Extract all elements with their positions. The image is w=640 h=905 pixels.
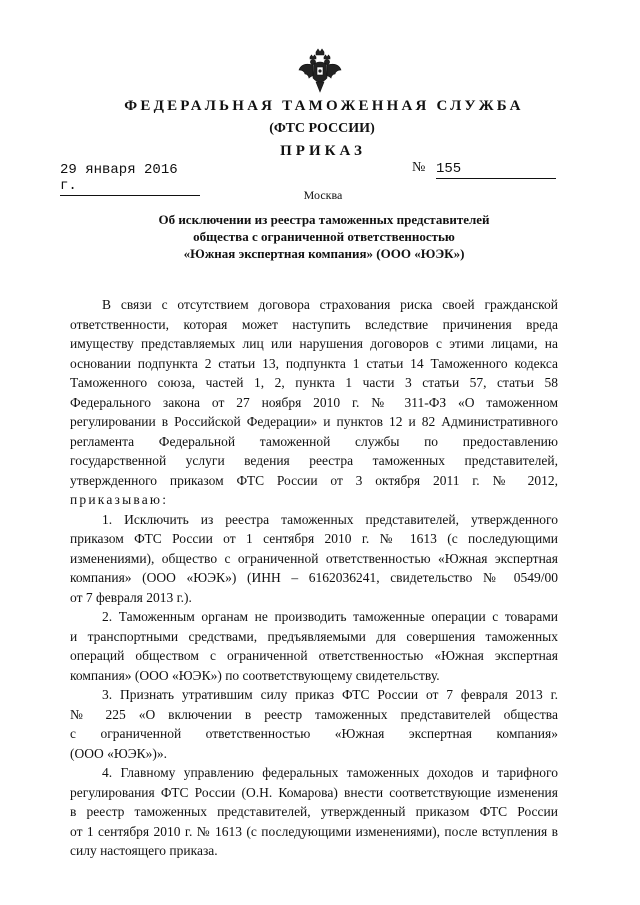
text-line: с ограниченной ответственностью «Южная экспертная компания» <box>70 726 558 741</box>
order-body <box>70 295 558 861</box>
agency-abbreviation: (ФТС РОССИИ) <box>269 121 375 136</box>
text-line: приказом ФТС России от 1 сентября 2010 г. № 1613 (с последующими <box>70 531 558 546</box>
item-2-paragraph <box>70 607 558 685</box>
text-line: 2. Таможенным органам не производить таможенные операции с товарами <box>102 609 558 624</box>
text-line: 4. Главному управлению федеральных таможенных доходов и тарифного <box>102 765 558 780</box>
title-line: «Южная экспертная компания» (ООО «ЮЭК») <box>183 246 465 261</box>
title-line: Об исключении из реестра таможенных представителей <box>158 212 490 227</box>
document-type: ПРИКАЗ <box>280 143 366 159</box>
order-number: 155 <box>436 161 556 179</box>
text-line: регулировании в Российской Федерации» и пунктов 12 и 82 Административного <box>70 414 558 429</box>
text-line: 3. Признать утратившим силу приказ ФТС России от 7 февраля 2013 г. <box>102 687 558 702</box>
order-number-label: № <box>412 160 426 175</box>
text-line: регламента Федеральной таможенной службы по предоставлению <box>70 433 558 449</box>
text-line: от 1 сентября 2010 г. № 1613 (с последующими изменениями), после вступления в <box>70 823 558 839</box>
text-line: государственной услуги ведения реестра таможенных представителей, <box>70 453 558 468</box>
text-line: и транспортными средствами, предъявляемыми для совершения таможенных <box>70 628 558 644</box>
title-line: общества с ограниченной ответственностью <box>193 229 455 244</box>
order-date: 29 января 2016 г. <box>60 162 200 196</box>
coat-of-arms-icon <box>296 48 344 96</box>
text-line: ответственности, которая может наступить вследствие причинения вреда <box>70 316 558 332</box>
text-line: в реестр таможенных представителей, утвержденный приказом ФТС России <box>70 804 558 819</box>
order-word: приказываю: <box>70 492 169 507</box>
item-4-paragraph <box>70 763 558 861</box>
text-line: регулирования ФТС России (О.Н. Комарова) внести соответствующие изменения <box>70 784 558 800</box>
text-line: силу настоящего приказа. <box>70 843 218 858</box>
item-1-paragraph <box>70 510 558 608</box>
text-line: 1. Исключить из реестра таможенных представителей, утвержденного <box>102 511 558 527</box>
agency-name: ФЕДЕРАЛЬНАЯ ТАМОЖЕННАЯ СЛУЖБА <box>124 98 524 114</box>
text-line: компания» (ООО «ЮЭК») (ИНН – 6162036241, свидетельство № 0549/00 <box>70 570 558 585</box>
text-line: В связи с отсутствием договора страхования риска своей гражданской <box>102 297 558 312</box>
order-title <box>0 211 640 262</box>
text-line: имуществу представляемых лиц или нарушения договоров с этими лицами, на <box>70 336 558 351</box>
text-line: Таможенного союза, частей 1, 2, пункта 1 части 3 статьи 57, статьи 58 <box>70 375 558 390</box>
text-line: № 225 «О включении в реестр таможенных представителей общества <box>70 706 558 722</box>
text-line: от 7 февраля 2013 г.). <box>70 589 192 605</box>
text-line: изменениями), общество с ограниченной ответственностью «Южная экспертная <box>70 550 558 566</box>
text-line: основании подпункта 2 статьи 13, подпункта 1 статьи 14 Таможенного кодекса <box>70 355 558 371</box>
preamble-paragraph <box>70 295 558 510</box>
text-line: (ООО «ЮЭК»)». <box>70 745 168 761</box>
text-line: компания» (ООО «ЮЭК») по соответствующему свидетельству. <box>70 667 440 683</box>
item-3-paragraph <box>70 685 558 763</box>
text-line: операций обществом с ограниченной ответственностью «Южная экспертная <box>70 648 558 663</box>
text-line: утвержденного приказом ФТС России от 3 октября 2011 г. № 2012, <box>70 472 558 488</box>
text-line: Федерального закона от 27 ноября 2010 г. № 311-ФЗ «О таможенном <box>70 394 558 410</box>
issue-city: Москва <box>303 188 343 202</box>
